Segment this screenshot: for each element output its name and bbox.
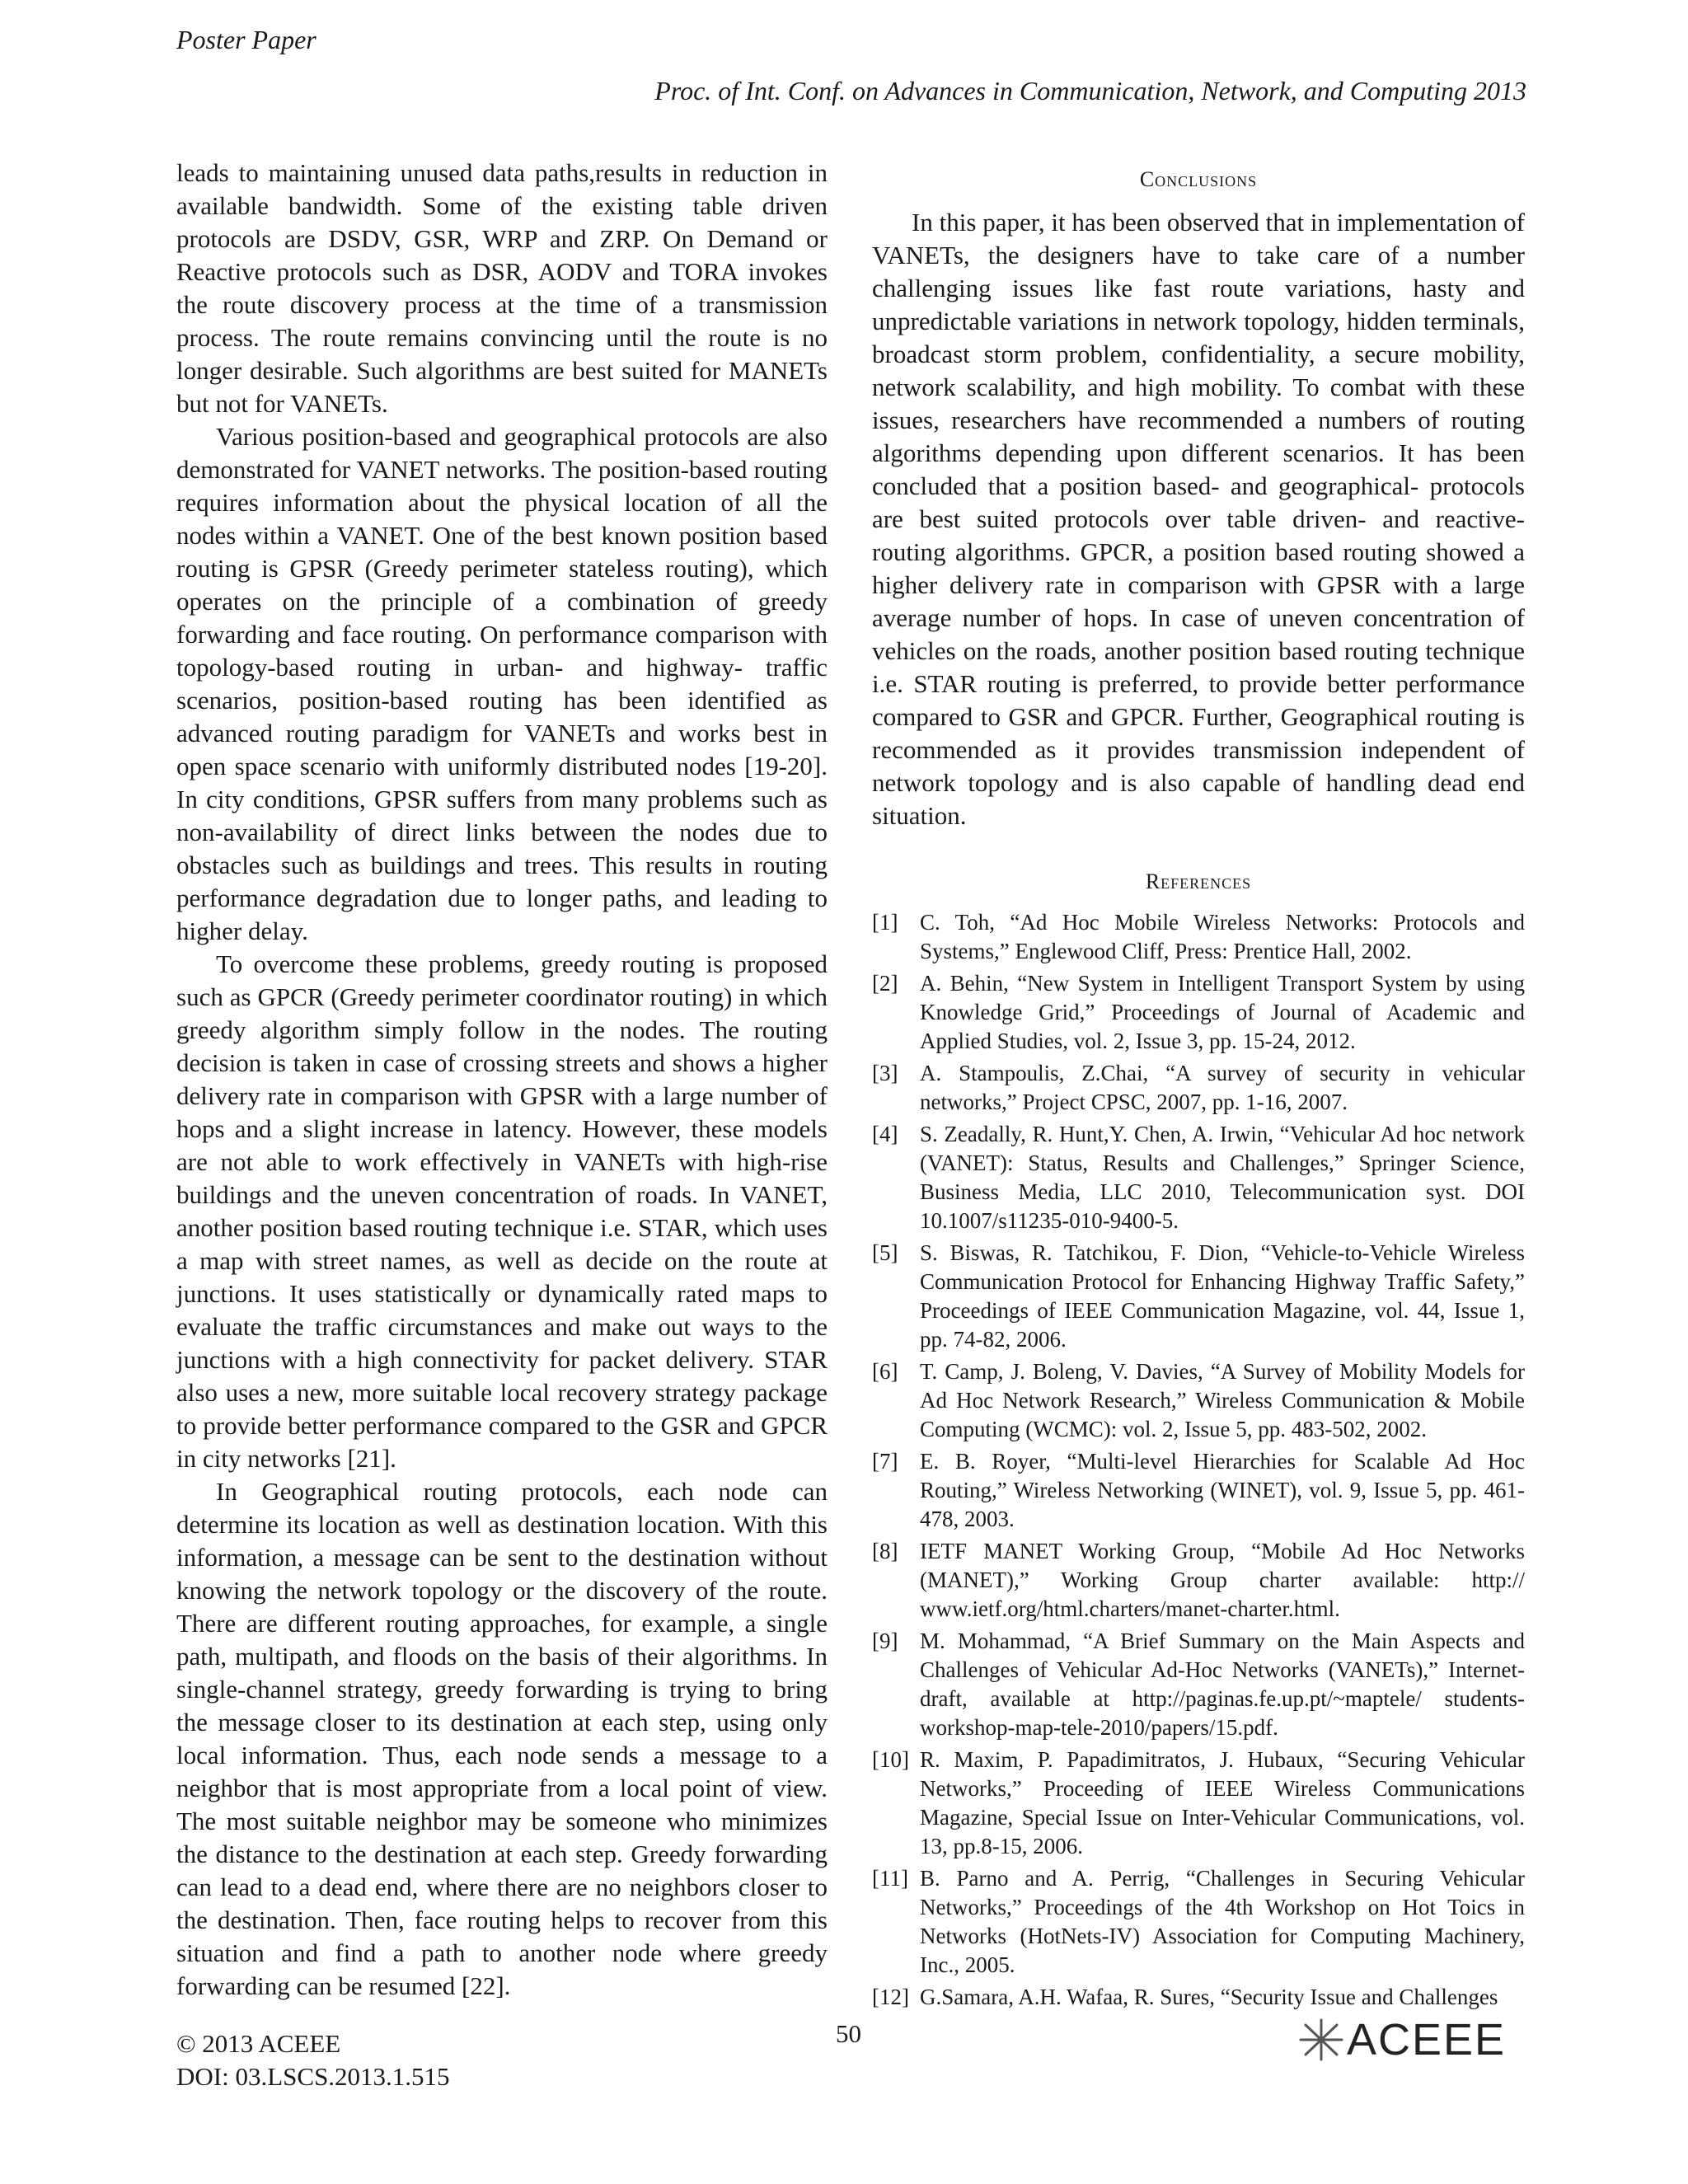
left-column (176, 157, 828, 2003)
reference-item (872, 1059, 1525, 1117)
reference-number: [10] (872, 1747, 909, 1772)
conclusions-heading: Conclusions (1139, 167, 1258, 191)
reference-text: C. Toh, “Ad Hoc Mobile Wireless Networks: Protocols and Systems,” Englewood Cliff, Press: Prentice Hall, 2002. (920, 910, 1525, 963)
reference-text: A. Stampoulis, Z.Chai, “A survey of security in vehicular networks,” Project CPSC, 2007, pp. 1-16, 2007. (920, 1061, 1525, 1114)
reference-number: [2] (872, 971, 898, 996)
reference-item (872, 1537, 1525, 1624)
star-icon (1296, 2017, 1347, 2063)
reference-text: T. Camp, J. Boleng, V. Davies, “A Survey of Mobility Models for Ad Hoc Network Research,” Wireless Communication & Mobile Computing (WCMC): vol. 2, Issue 5, pp. 483-502, 2002. (920, 1359, 1525, 1441)
reference-number: [3] (872, 1061, 898, 1085)
reference-number: [4] (872, 1122, 898, 1146)
reference-item (872, 1627, 1525, 1742)
reference-number: [12] (872, 1985, 909, 2009)
reference-text: B. Parno and A. Perrig, “Challenges in Securing Vehicular Networks,” Proceedings of the 4th Workshop on Hot Toics in Networks (HotNets-IV) Association for Computing Machinery, Inc., 2005. (920, 1866, 1525, 1977)
logo-text: ACEEE (1347, 2015, 1507, 2064)
reference-number: [7] (872, 1449, 898, 1474)
reference-text: G.Samara, A.H. Wafaa, R. Sures, “Security Issue and Challenges (920, 1985, 1498, 2009)
reference-number: [5] (872, 1240, 898, 1265)
body-paragraph: To overcome these problems, greedy routing is proposed such as GPCR (Greedy perimeter coordinator routing) in which greedy algorithm simply follow in the nodes. The routing decision is taken in case of crossing streets and shows a higher delivery rate in comparison with GPSR with a large number of hops and a slight increase in latency. However, these models are not able to work effectively in VANETs with high-rise buildings and the uneven concentration of roads. In VANET, another position based routing technique i.e. STAR, which uses a map with street names, as well as decide on the route at junctions. It uses statistically or dynamically rated maps to evaluate the traffic circumstances and make out ways to the junctions with a high connectivity for packet delivery. STAR also uses a new, more suitable local recovery strategy package to provide better performance compared to the GSR and GPCR in city networks [21]. (176, 949, 828, 1473)
reference-item (872, 1864, 1525, 1980)
aceee-logo (1296, 2014, 1506, 2065)
reference-number: [9] (872, 1629, 898, 1653)
body-paragraph: Various position-based and geographical protocols are also demonstrated for VANET networks. The position-based routing requires information about the physical location of all the nodes within a VANET. One of the best known position based routing is GPSR (Greedy perimeter stateless routing), which operates on the principle of a combination of greedy forwarding and face routing. On performance comparison with topology-based routing in urban- and highway- traffic scenarios, position-based routing has been identified as advanced routing paradigm for VANETs and works best in open space scenario with uniformly distributed nodes [19-20]. In city conditions, GPSR suffers from many problems such as non-availability of direct links between the nodes due to obstacles such as buildings and trees. This results in routing performance degradation due to longer paths, and leading to higher delay. (176, 422, 828, 945)
reference-item (872, 1239, 1525, 1354)
reference-text: S. Biswas, R. Tatchikou, F. Dion, “Vehicle-to-Vehicle Wireless Communication Protocol for Enhancing Highway Traffic Safety,” Proceedings of IEEE Communication Magazine, vol. 44, Issue 1, pp. 74-82, 2006. (920, 1240, 1525, 1352)
footer-copyright: © 2013 ACEEE (176, 2029, 341, 2058)
reference-text: A. Behin, “New System in Intelligent Transport System by using Knowledge Grid,” Proceedings of Journal of Academic and Applied Studies, vol. 2, Issue 3, pp. 15-24, 2012. (920, 971, 1525, 1053)
reference-number: [11] (872, 1866, 908, 1891)
running-header-right: Proc. of Int. Conf. on Advances in Communication, Network, and Computing 2013 (654, 76, 1526, 105)
reference-list (872, 908, 1525, 2012)
page-number: 50 (836, 2019, 861, 2048)
reference-text: S. Zeadally, R. Hunt,Y. Chen, A. Irwin, “Vehicular Ad hoc network (VANET): Status, Results and Challenges,” Springer Science, Business Media, LLC 2010, Telecommunication syst. DOI 10.1007/s11235-010-9400-5. (920, 1122, 1525, 1233)
references-section (872, 865, 1525, 2012)
reference-text: IETF MANET Working Group, “Mobile Ad Hoc Networks (MANET),” Working Group charter available: http:// www.ietf.org/html.charters/manet-charter.html. (920, 1539, 1525, 1621)
reference-number: [8] (872, 1539, 898, 1563)
reference-item (872, 1357, 1525, 1444)
conclusions-paragraph: In this paper, it has been observed that in implementation of VANETs, the designers have to take care of a number challenging issues like fast route variations, hasty and unpredictable variations in network topology, hidden terminals, broadcast storm problem, confidentiality, a secure mobility, network scalability, and high mobility. To combat with these issues, researchers have recommended a numbers of routing algorithms depending upon different scenarios. It has been concluded that a position based- and geographical- protocols are best suited protocols over table driven- and reactive- routing algorithms. GPCR, a position based routing showed a higher delivery rate in comparison with GPSR with a large average number of hops. In case of uneven concentration of vehicles on the roads, another position based routing technique i.e. STAR routing is preferred, to provide better performance compared to GSR and GPCR. Further, Geographical routing is recommended as it provides transmission independent of network topology and is also capable of handling dead end situation. (872, 208, 1525, 830)
references-heading: References (1145, 869, 1252, 893)
reference-number: [1] (872, 910, 898, 935)
reference-text: M. Mohammad, “A Brief Summary on the Main Aspects and Challenges of Vehicular Ad-Hoc Networks (VANETs),” Internet-draft, available at http://paginas.fe.up.pt/~maptele/ students-workshop-map-tele-2010/papers/15.pdf. (920, 1629, 1525, 1740)
reference-item (872, 1447, 1525, 1534)
body-paragraph: leads to maintaining unused data paths,results in reduction in available bandwidth. Some of the existing table driven protocols are DSDV, GSR, WRP and ZRP. On Demand or Reactive protocols such as DSR, AODV and TORA invokes the route discovery process at the time of a transmission process. The route remains convincing until the route is no longer desirable. Such algorithms are best suited for MANETs but not for VANETs. (176, 158, 828, 418)
reference-item (872, 1120, 1525, 1235)
right-column (872, 157, 1525, 2015)
reference-item (872, 1746, 1525, 1861)
reference-text: R. Maxim, P. Papadimitratos, J. Hubaux, “Securing Vehicular Networks,” Proceeding of IEEE Wireless Communications Magazine, Special Issue on Inter-Vehicular Communications, vol. 13, pp.8-15, 2006. (920, 1747, 1525, 1858)
footer-doi: DOI: 03.LSCS.2013.1.515 (176, 2062, 450, 2091)
reference-item (872, 908, 1525, 966)
reference-number: [6] (872, 1359, 898, 1384)
running-header-left: Poster Paper (176, 25, 316, 54)
body-paragraph: In Geographical routing protocols, each node can determine its location as well as destination location. With this information, a message can be sent to the destination without knowing the network topology or the discovery of the route. There are different routing approaches, for example, a single path, multipath, and floods on the basis of their algorithms. In single-channel strategy, greedy forwarding is trying to bring the message closer to its destination at each step, using only local information. Thus, each node sends a message to a neighbor that is most appropriate from a local point of view. The most suitable neighbor may be someone who minimizes the distance to the destination at each step. Greedy forwarding can lead to a dead end, where there are no neighbors closer to the destination. Then, face routing helps to recover from this situation and find a path to another node where greedy forwarding can be resumed [22]. (176, 1477, 828, 2000)
reference-item (872, 969, 1525, 1056)
reference-item (872, 1983, 1525, 2012)
reference-text: E. B. Royer, “Multi-level Hierarchies for Scalable Ad Hoc Routing,” Wireless Networking (WINET), vol. 9, Issue 5, pp. 461-478, 2003. (920, 1449, 1525, 1531)
